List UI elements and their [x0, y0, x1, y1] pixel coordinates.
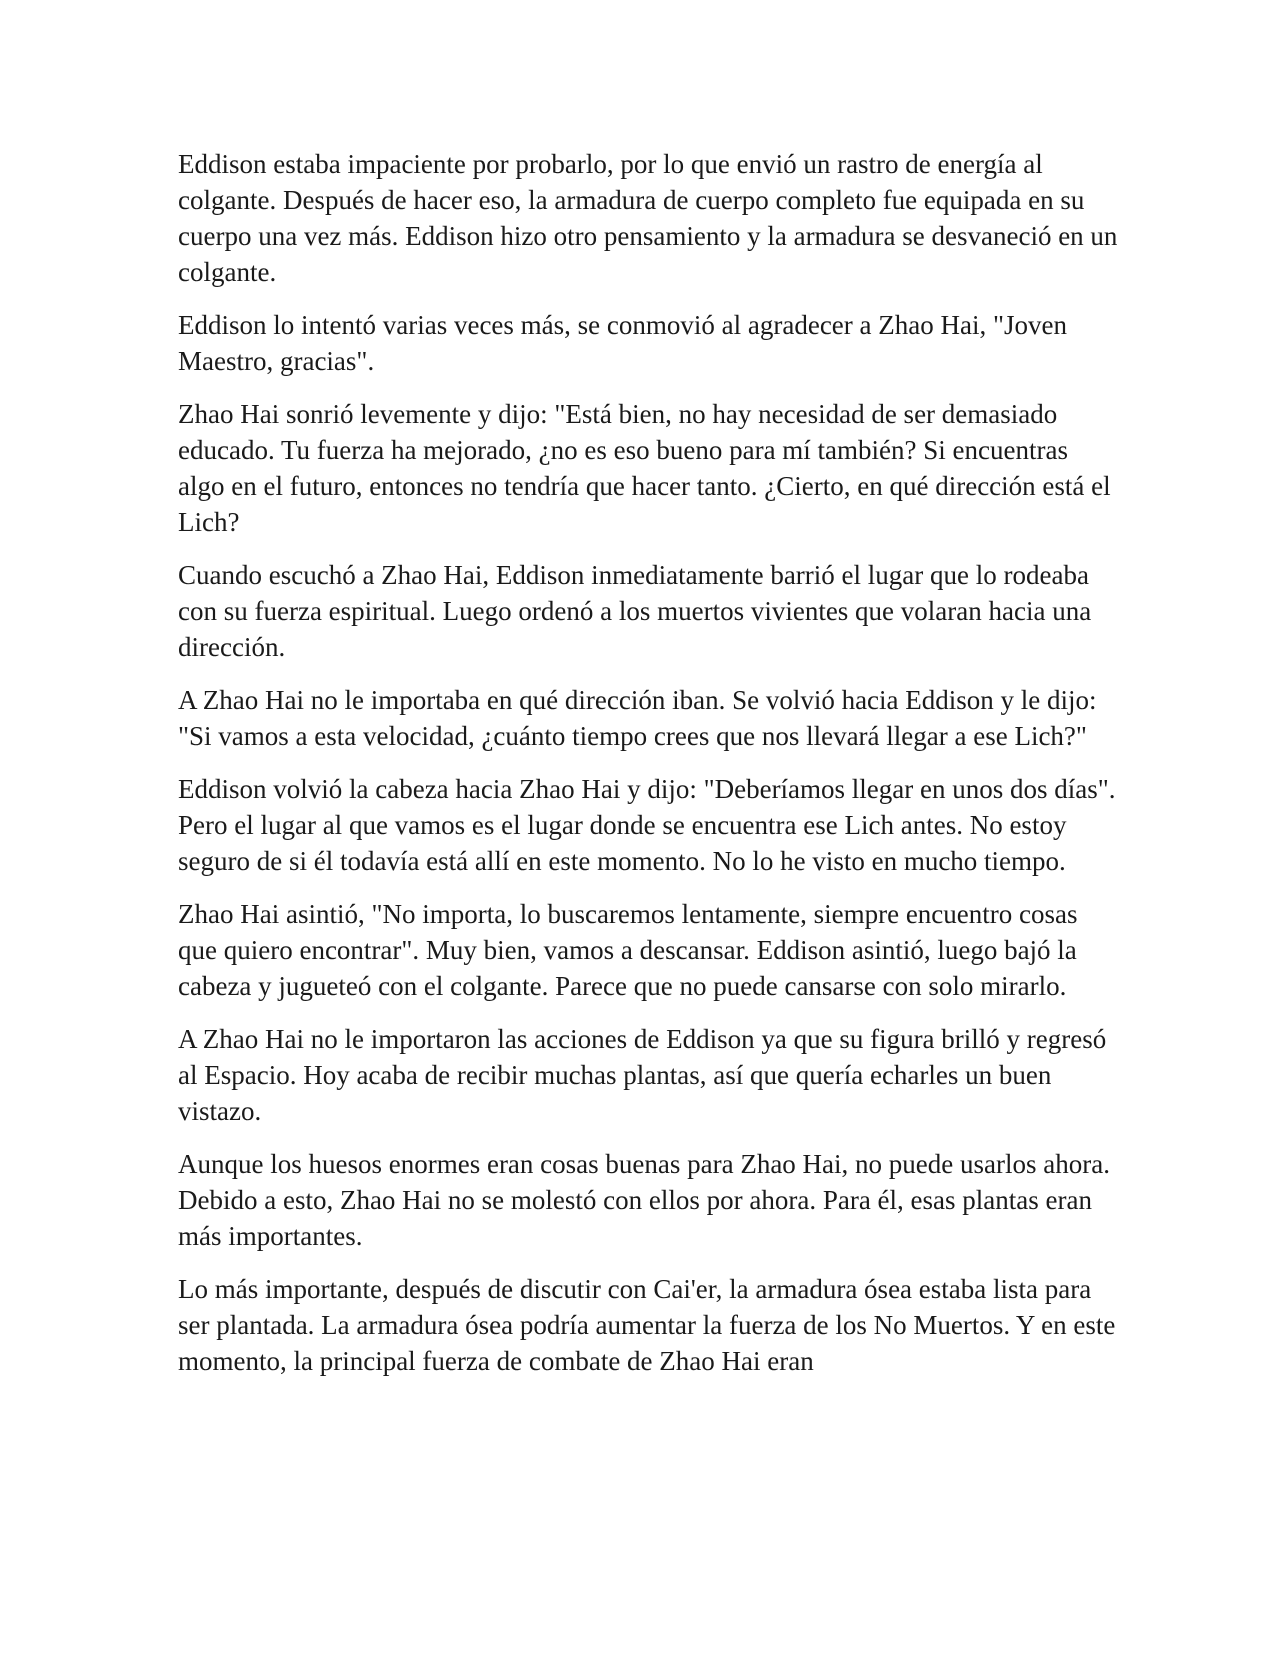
- paragraph: Eddison lo intentó varias veces más, se conmovió al agradecer a Zhao Hai, "Joven Maestro, gracias".: [178, 310, 1067, 376]
- paragraph: Aunque los huesos enormes eran cosas buenas para Zhao Hai, no puede usarlos ahora. Debido a esto, Zhao Hai no se molestó con ellos por ahora. Para él, esas plantas eran más importantes.: [178, 1149, 1110, 1251]
- paragraph: Zhao Hai asintió, "No importa, lo buscaremos lentamente, siempre encuentro cosas que quiero encontrar". Muy bien, vamos a descansar. Eddison asintió, luego bajó la cabeza y jugueteó con el colgante. Parece que no puede cansarse con solo mirarlo.: [178, 899, 1078, 1001]
- paragraph: A Zhao Hai no le importaron las acciones de Eddison ya que su figura brilló y regresó al Espacio. Hoy acaba de recibir muchas plantas, así que quería echarles un buen vistazo.: [178, 1024, 1107, 1126]
- paragraph: Lo más importante, después de discutir con Cai'er, la armadura ósea estaba lista para ser plantada. La armadura ósea podría aumentar la fuerza de los No Muertos. Y en este momento, la principal fuerza de combate de Zhao Hai eran: [178, 1274, 1116, 1376]
- paragraph: A Zhao Hai no le importaba en qué dirección iban. Se volvió hacia Eddison y le dijo: "Si vamos a esta velocidad, ¿cuánto tiempo crees que nos llevará llegar a ese Lich?": [178, 685, 1097, 751]
- paragraph: Cuando escuchó a Zhao Hai, Eddison inmediatamente barrió el lugar que lo rodeaba con su fuerza espiritual. Luego ordenó a los muertos vivientes que volaran hacia una dirección.: [178, 560, 1092, 662]
- paragraph: Eddison estaba impaciente por probarlo, por lo que envió un rastro de energía al colgante. Después de hacer eso, la armadura de cuerpo completo fue equipada en su cuerpo una vez más. Eddison hizo otro pensamiento y la armadura se desvaneció en un colgante.: [178, 149, 1118, 287]
- paragraph: Eddison volvió la cabeza hacia Zhao Hai y dijo: "Deberíamos llegar en unos dos días". Pero el lugar al que vamos es el lugar donde se encuentra ese Lich antes. No estoy seguro de si él todavía está allí en este momento. No lo he visto en mucho tiempo.: [178, 774, 1116, 876]
- document-body: [178, 146, 1118, 1396]
- paragraph: Zhao Hai sonrió levemente y dijo: "Está bien, no hay necesidad de ser demasiado educado. Tu fuerza ha mejorado, ¿no es eso bueno para mí también? Si encuentras algo en el futuro, entonces no tendría que hacer tanto. ¿Cierto, en qué dirección está el Lich?: [178, 399, 1111, 537]
